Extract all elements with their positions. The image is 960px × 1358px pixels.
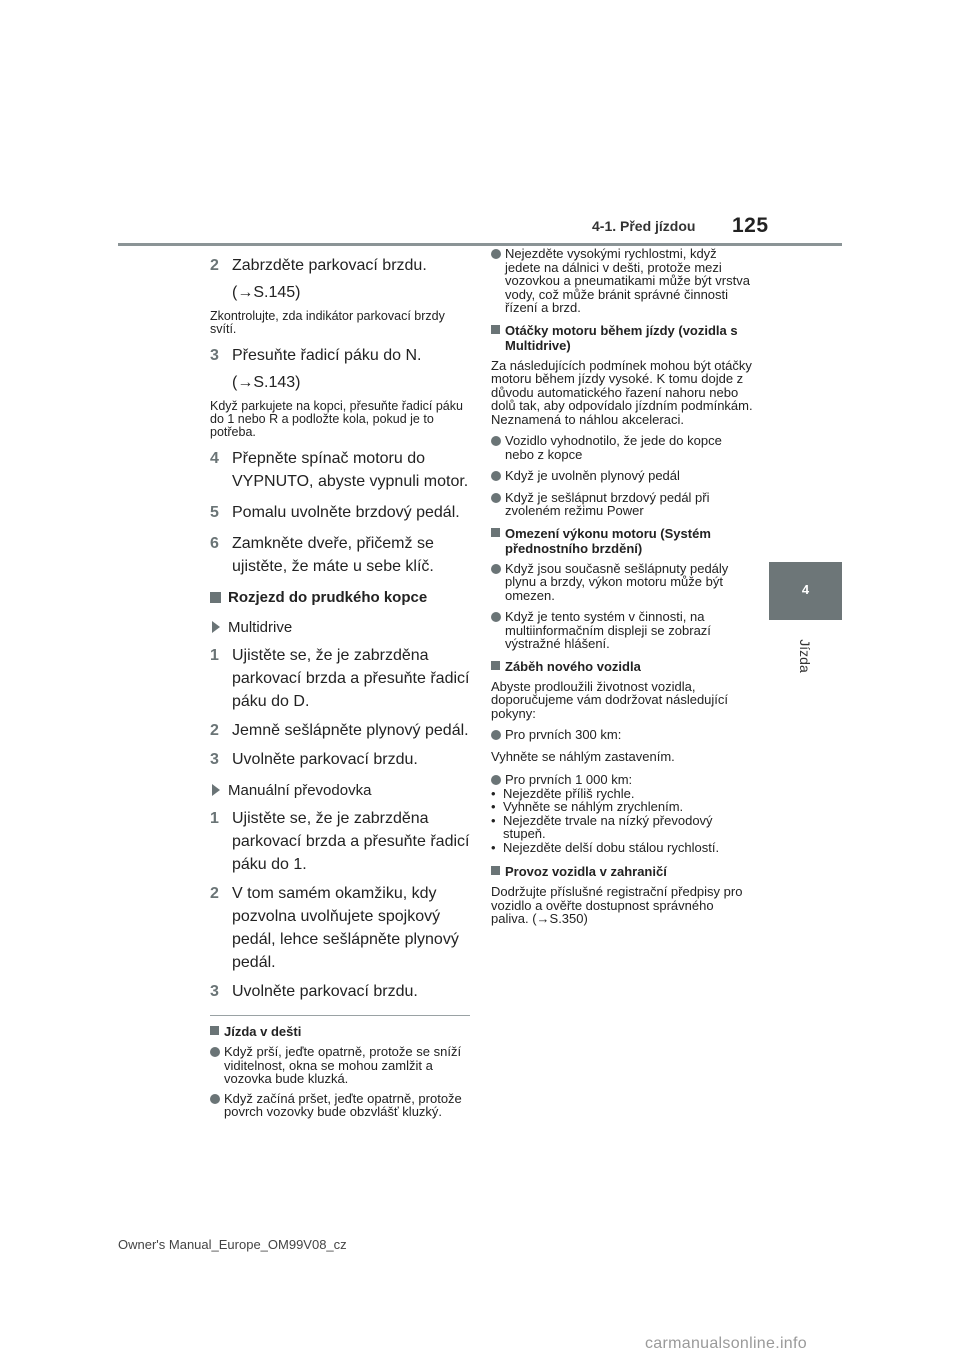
note-text: Když parkujete na kopci, přesuňte řadicí páku do 1 nebo R a podložte kola, pokud je to potřeba.	[210, 399, 463, 439]
step-item: 1 Ujistěte se, že je zabrzděna parkovací brzda a přesuňte řadicí páku do 1.	[210, 810, 470, 873]
section-heading: Rozjezd do prudkého kopce	[210, 588, 470, 608]
arrow-icon	[212, 784, 220, 796]
transmission-label: Manuální převodovka	[210, 781, 470, 801]
step-text: Přepněte spínač motoru do VYPNUTO, abyste vypnuli motor.	[232, 450, 469, 490]
left-column	[210, 254, 470, 1119]
list-item: Pro prvních 1 000 km:	[491, 773, 753, 787]
bullet-dot-icon	[491, 775, 501, 785]
chapter-number: 4	[801, 582, 810, 597]
header-divider	[118, 243, 842, 246]
square-bullet-icon	[491, 866, 500, 875]
step-text: Přesuňte řadicí páku do N.	[232, 347, 422, 364]
chapter-label-text: Jízda	[797, 639, 813, 673]
step-text: Pomalu uvolněte brzdový pedál.	[232, 504, 460, 521]
step-number: 6	[210, 535, 219, 552]
dash-list-item: • Nejezděte delší dobu stálou rychlostí.	[491, 839, 720, 855]
bullet-dot-icon	[491, 436, 501, 446]
step-number: 3	[210, 347, 219, 364]
paragraph: Za následujících podmínek mohou být otáčky motoru během jízdy vysoké. K tomu dojde z důvodu automatického řazení nahoru nebo dolů tak, aby odpovídalo jízdním podmínkám. Neznamená to náhlou akceleraci.	[491, 357, 753, 427]
square-bullet-icon	[491, 325, 500, 334]
arrow-icon	[212, 621, 220, 633]
square-bullet-icon	[210, 592, 221, 603]
transmission-label: Multidrive	[210, 618, 470, 638]
step-text: Zamkněte dveře, přičemž se ujistěte, že máte u sebe klíč.	[232, 535, 434, 575]
square-bullet-icon	[491, 661, 500, 670]
step-number: 2	[210, 257, 219, 274]
list-item: Když prší, jeďte opatrně, protože se sníží viditelnost, okna se mohou zamlžit a vozovka bude kluzká.	[210, 1045, 470, 1086]
step-item	[210, 344, 470, 367]
step-number: 5	[210, 504, 219, 521]
bullet-dot-icon	[491, 564, 501, 574]
paragraph: Abyste prodloužili životnost vozidla, doporučujeme vám dodržovat následující pokyny:	[491, 678, 729, 721]
step-item: 2 Jemně sešlápněte plynový pedál.	[210, 722, 469, 739]
list-item: Když začíná pršet, jeďte opatrně, protože povrch vozovky bude obzvlášť kluzký.	[210, 1092, 470, 1119]
list-item: Když jsou současně sešlápnuty pedály plynu a brzdy, výkon motoru může být omezen.	[491, 562, 753, 603]
list-item: Když je tento systém v činnosti, na multiinformačním displeji se zobrazí výstražné hlášení.	[491, 610, 753, 651]
bullet-dot-icon	[491, 493, 501, 503]
chapter-tab	[769, 562, 842, 620]
step-item	[210, 501, 470, 524]
step-item	[210, 447, 470, 493]
step-text: Zabrzděte parkovací brzdu.	[232, 257, 427, 274]
bullet-dot-icon	[491, 471, 501, 481]
bullet-dot-icon	[491, 249, 501, 259]
info-heading: Otáčky motoru během jízdy (vozidla s Multidrive)	[491, 323, 753, 353]
step-item: 3 Uvolněte parkovací brzdu.	[210, 983, 418, 1000]
dash-list-item: • Nejezděte trvale na nízký převodový stupeň.	[491, 812, 713, 841]
footer-text: Owner's Manual_Europe_OM99V08_cz	[118, 1237, 347, 1252]
page-number: 125	[732, 214, 769, 237]
list-item: Vozidlo vyhodnotilo, že jede do kopce nebo z kopce	[491, 434, 753, 461]
square-bullet-icon	[210, 1026, 219, 1035]
list-item: Pro prvních 300 km:	[491, 728, 753, 742]
note-text: Zkontrolujte, zda indikátor parkovací brzdy svítí.	[210, 309, 445, 336]
step-item	[210, 532, 470, 578]
info-heading: Záběh nového vozidla	[491, 659, 753, 674]
info-heading: Provoz vozidla v zahraničí	[491, 864, 753, 879]
paragraph: Vyhněte se náhlým zastavením.	[491, 748, 675, 764]
bullet-dot-icon	[491, 612, 501, 622]
section-title: 4-1. Před jízdou	[592, 218, 696, 234]
info-heading: Jízda v dešti	[210, 1024, 470, 1039]
step-number: 4	[210, 450, 219, 467]
dash-list-item: • Vyhněte se náhlým zrychlením.	[491, 799, 684, 814]
list-item: Když je sešlápnut brzdový pedál při zvoleném režimu Power	[491, 491, 753, 518]
list-item: Když je uvolněn plynový pedál	[491, 469, 753, 483]
square-bullet-icon	[491, 528, 500, 537]
watermark[interactable]: carmanualsonline.info	[645, 1335, 807, 1352]
step-item: 2 V tom samém okamžiku, kdy pozvolna uvolňujete spojkový pedál, lehce sešlápněte plynový pedál.	[210, 885, 459, 971]
step-item: 3 Uvolněte parkovací brzdu.	[210, 751, 418, 768]
bullet-dot-icon	[210, 1047, 220, 1057]
bullet-dot-icon	[491, 730, 501, 740]
paragraph: Dodržujte příslušné registrační předpisy pro vozidlo a ověřte dostupnost správného paliva. (→S.350)	[491, 884, 743, 926]
page-reference: (→S.143)	[232, 374, 301, 391]
right-column	[491, 247, 753, 926]
step-item: 1 Ujistěte se, že je zabrzděna parkovací brzda a přesuňte řadicí páku do D.	[210, 647, 470, 710]
step-item	[210, 254, 470, 277]
chapter-label	[795, 630, 815, 690]
bullet-dot-icon	[210, 1094, 220, 1104]
info-heading: Omezení výkonu motoru (Systém přednostního brzdění)	[491, 526, 753, 556]
dash-list-item: • Nejezděte příliš rychle.	[491, 785, 635, 801]
page-reference: (→S.145)	[232, 284, 301, 301]
list-item: Nejezděte vysokými rychlostmi, když jedete na dálnici v dešti, protože mezi vozovkou a pneumatikami může být vrstva vody, což může bránit správné činnosti řízení a brzd.	[491, 247, 753, 315]
